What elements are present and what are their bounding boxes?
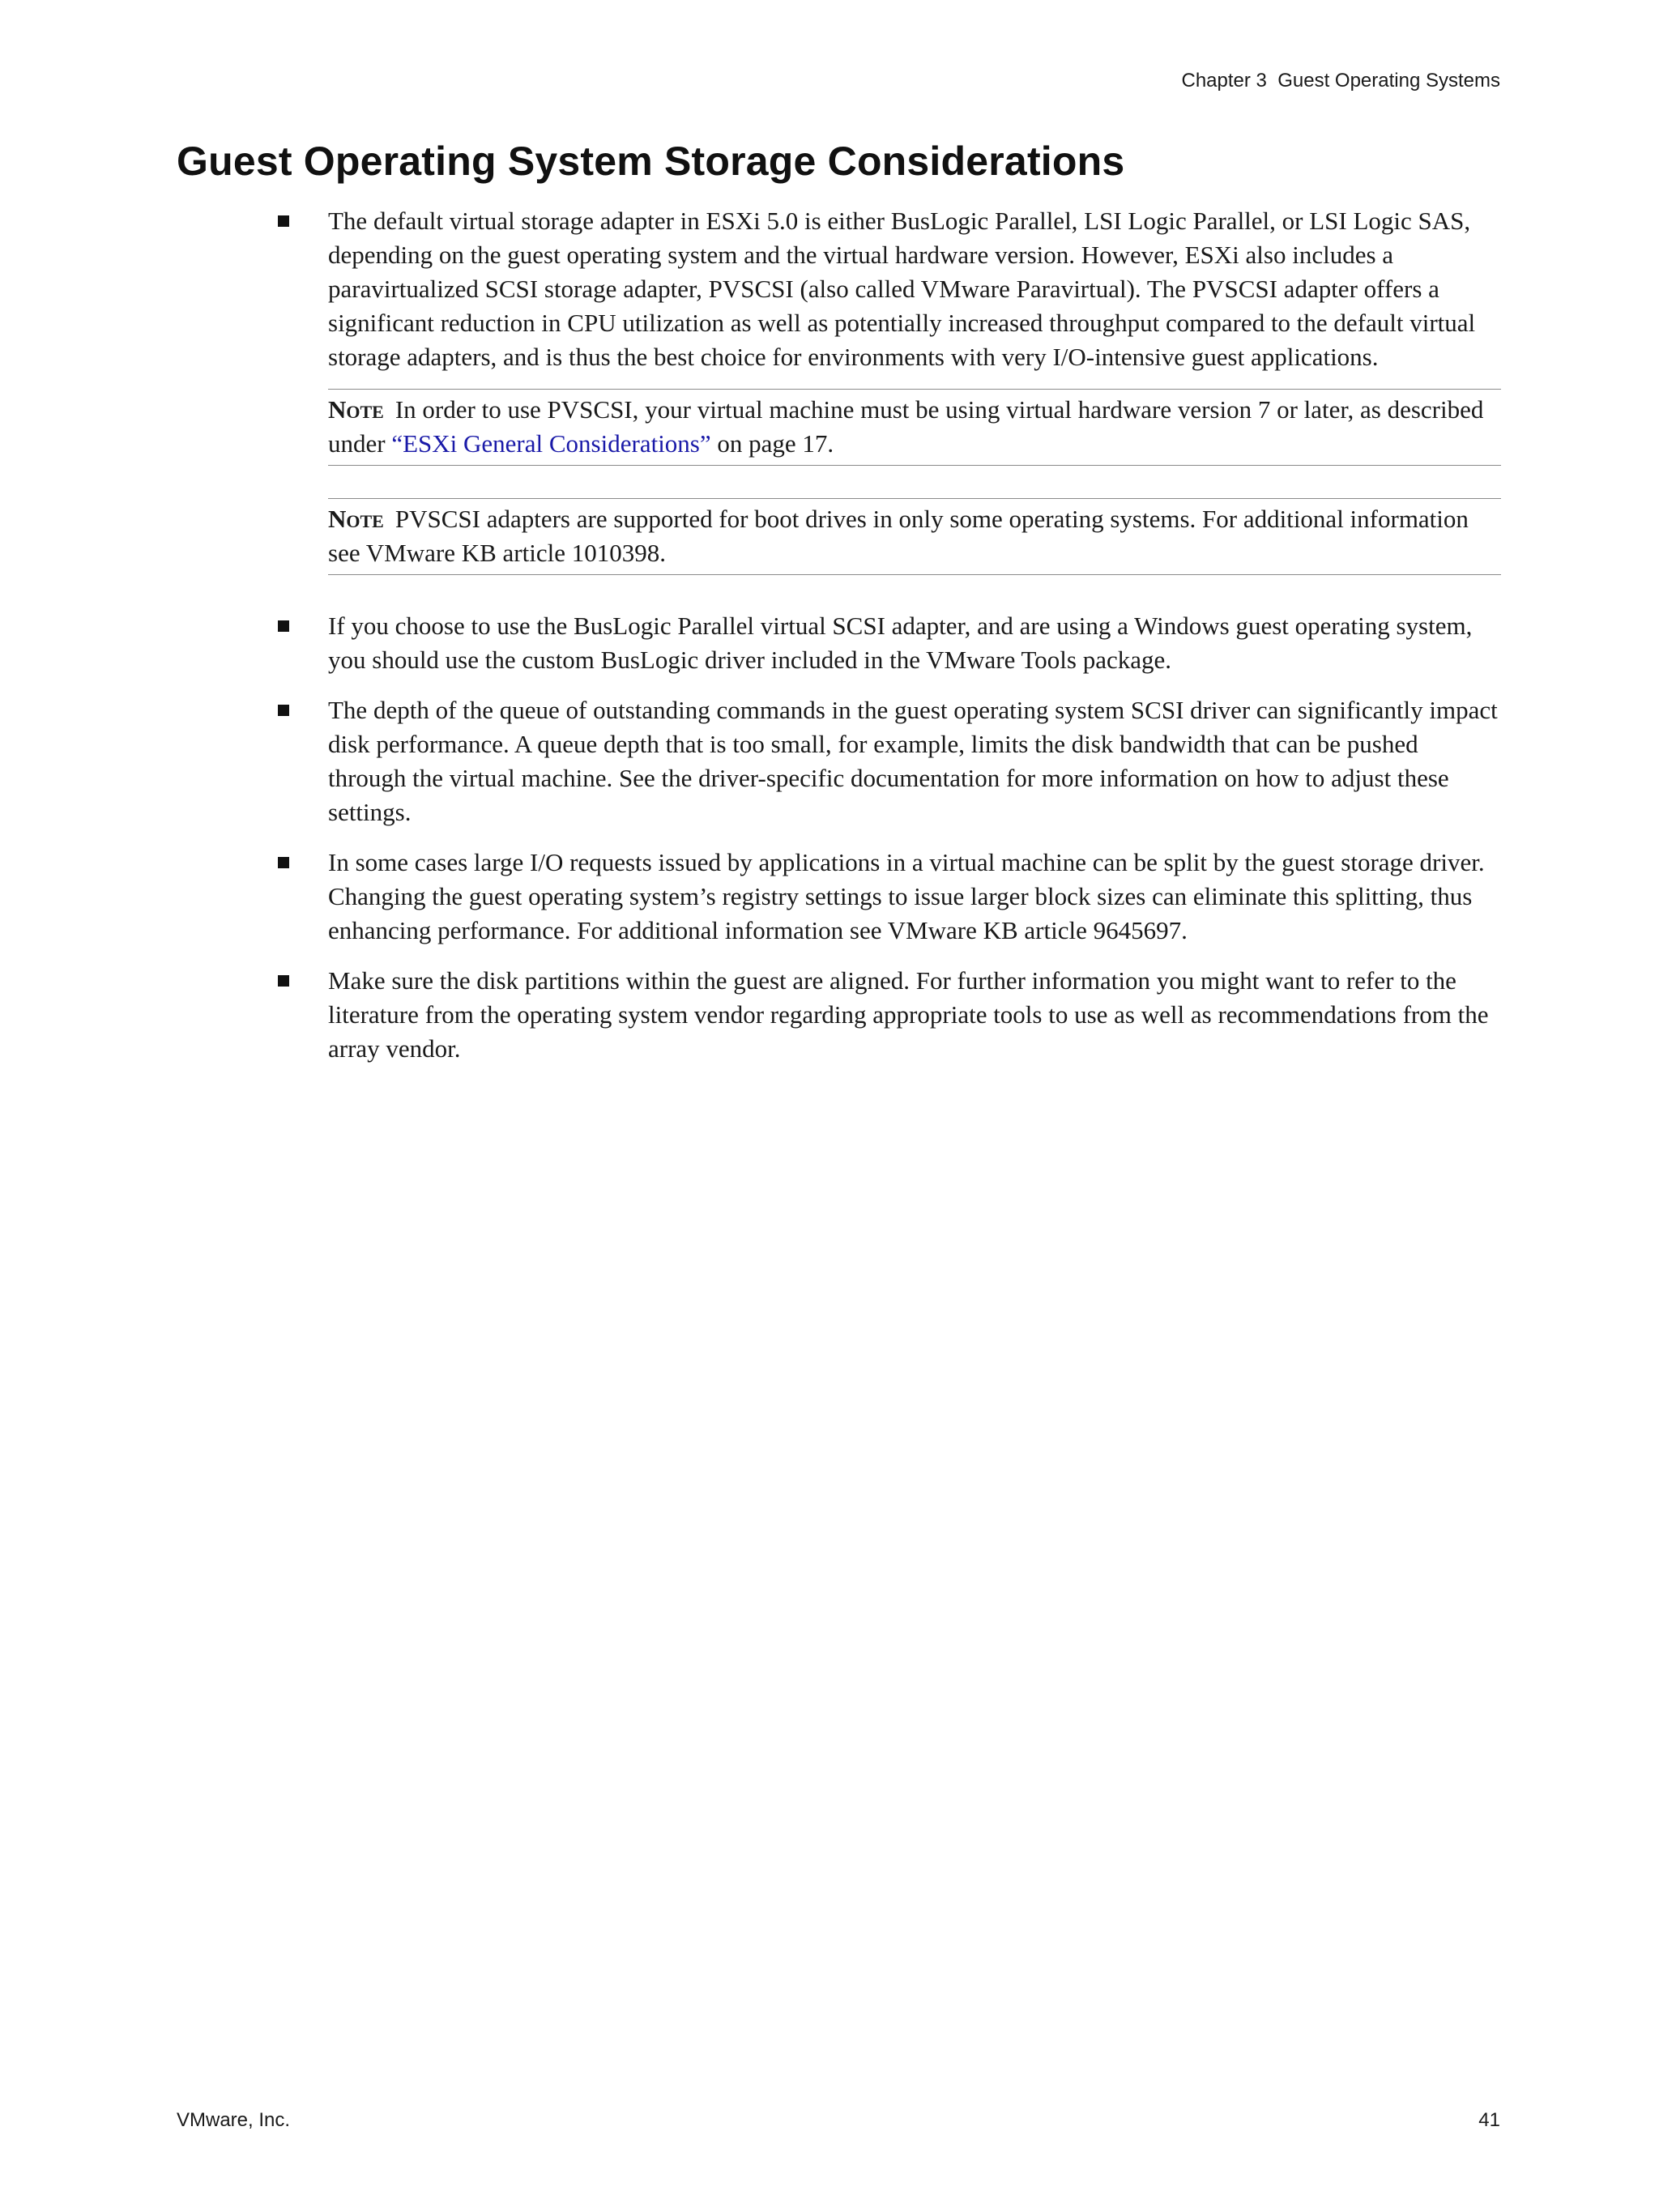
list-item	[328, 693, 1501, 829]
note-text-before: In order to use PVSCSI, your virtual machine must be using virtual hardware version 7 or later, as described under	[328, 395, 1484, 458]
page-title: Guest Operating System Storage Considerations	[177, 139, 1125, 184]
running-head: Chapter 3 Guest Operating Systems	[1181, 70, 1500, 92]
note-body: PVSCSI adapters are supported for boot drives in only some operating systems. For additional information see VMware KB article 1010398.	[328, 505, 1469, 567]
list-item	[328, 964, 1501, 1066]
square-bullet-icon	[278, 705, 289, 716]
note-text-after: on page 17.	[710, 429, 834, 458]
list-item-text: Make sure the disk partitions within the guest are aligned. For further information you might want to refer to the literature from the operating system vendor regarding appropriate tools to use as well as recommendations from the array vendor.	[328, 966, 1489, 1063]
cross-reference-link[interactable]: “ESXi General Considerations”	[391, 429, 711, 458]
list-item-text: The default virtual storage adapter in ESXi 5.0 is either BusLogic Parallel, LSI Logic Parallel, or LSI Logic SAS, depending on the guest operating system and the virtual hardware version. However, ESXi also includes a paravirtualized SCSI storage adapter, PVSCSI (also called VMware Paravirtual). The PVSCSI adapter offers a significant reduction in CPU utilization as well as potentially increased throughput compared to the default virtual storage adapters, and is thus the best choice for environments with very I/O-intensive guest applications.	[328, 207, 1476, 371]
note-label: Note	[328, 505, 384, 533]
note-text	[328, 502, 1501, 570]
list-item-text: If you choose to use the BusLogic Parallel virtual SCSI adapter, and are using a Windows guest operating system, you should use the custom BusLogic driver included in the VMware Tools package.	[328, 612, 1473, 674]
list-item	[328, 204, 1501, 575]
square-bullet-icon	[278, 620, 289, 632]
list-item	[328, 846, 1501, 948]
square-bullet-icon	[278, 857, 289, 868]
page-content	[328, 204, 1501, 1082]
note-box	[328, 389, 1501, 466]
square-bullet-icon	[278, 215, 289, 227]
page-number: 41	[1478, 2109, 1500, 2131]
note-text	[328, 393, 1501, 461]
note-group	[328, 389, 1501, 575]
note-label: Note	[328, 395, 384, 424]
square-bullet-icon	[278, 975, 289, 987]
list-item	[328, 609, 1501, 677]
footer-company: VMware, Inc.	[177, 2109, 291, 2131]
list-item-text: In some cases large I/O requests issued by applications in a virtual machine can be split by the guest storage driver. Changing the guest operating system’s registry settings to issue larger block sizes can eliminate this splitting, thus enhancing performance. For additional information see VMware KB article 9645697.	[328, 848, 1485, 944]
note-box	[328, 498, 1501, 575]
list-item-text: The depth of the queue of outstanding commands in the guest operating system SCSI driver can significantly impact disk performance. A queue depth that is too small, for example, limits the disk bandwidth that can be pushed through the virtual machine. See the driver-specific documentation for more information on how to adjust these settings.	[328, 696, 1498, 826]
